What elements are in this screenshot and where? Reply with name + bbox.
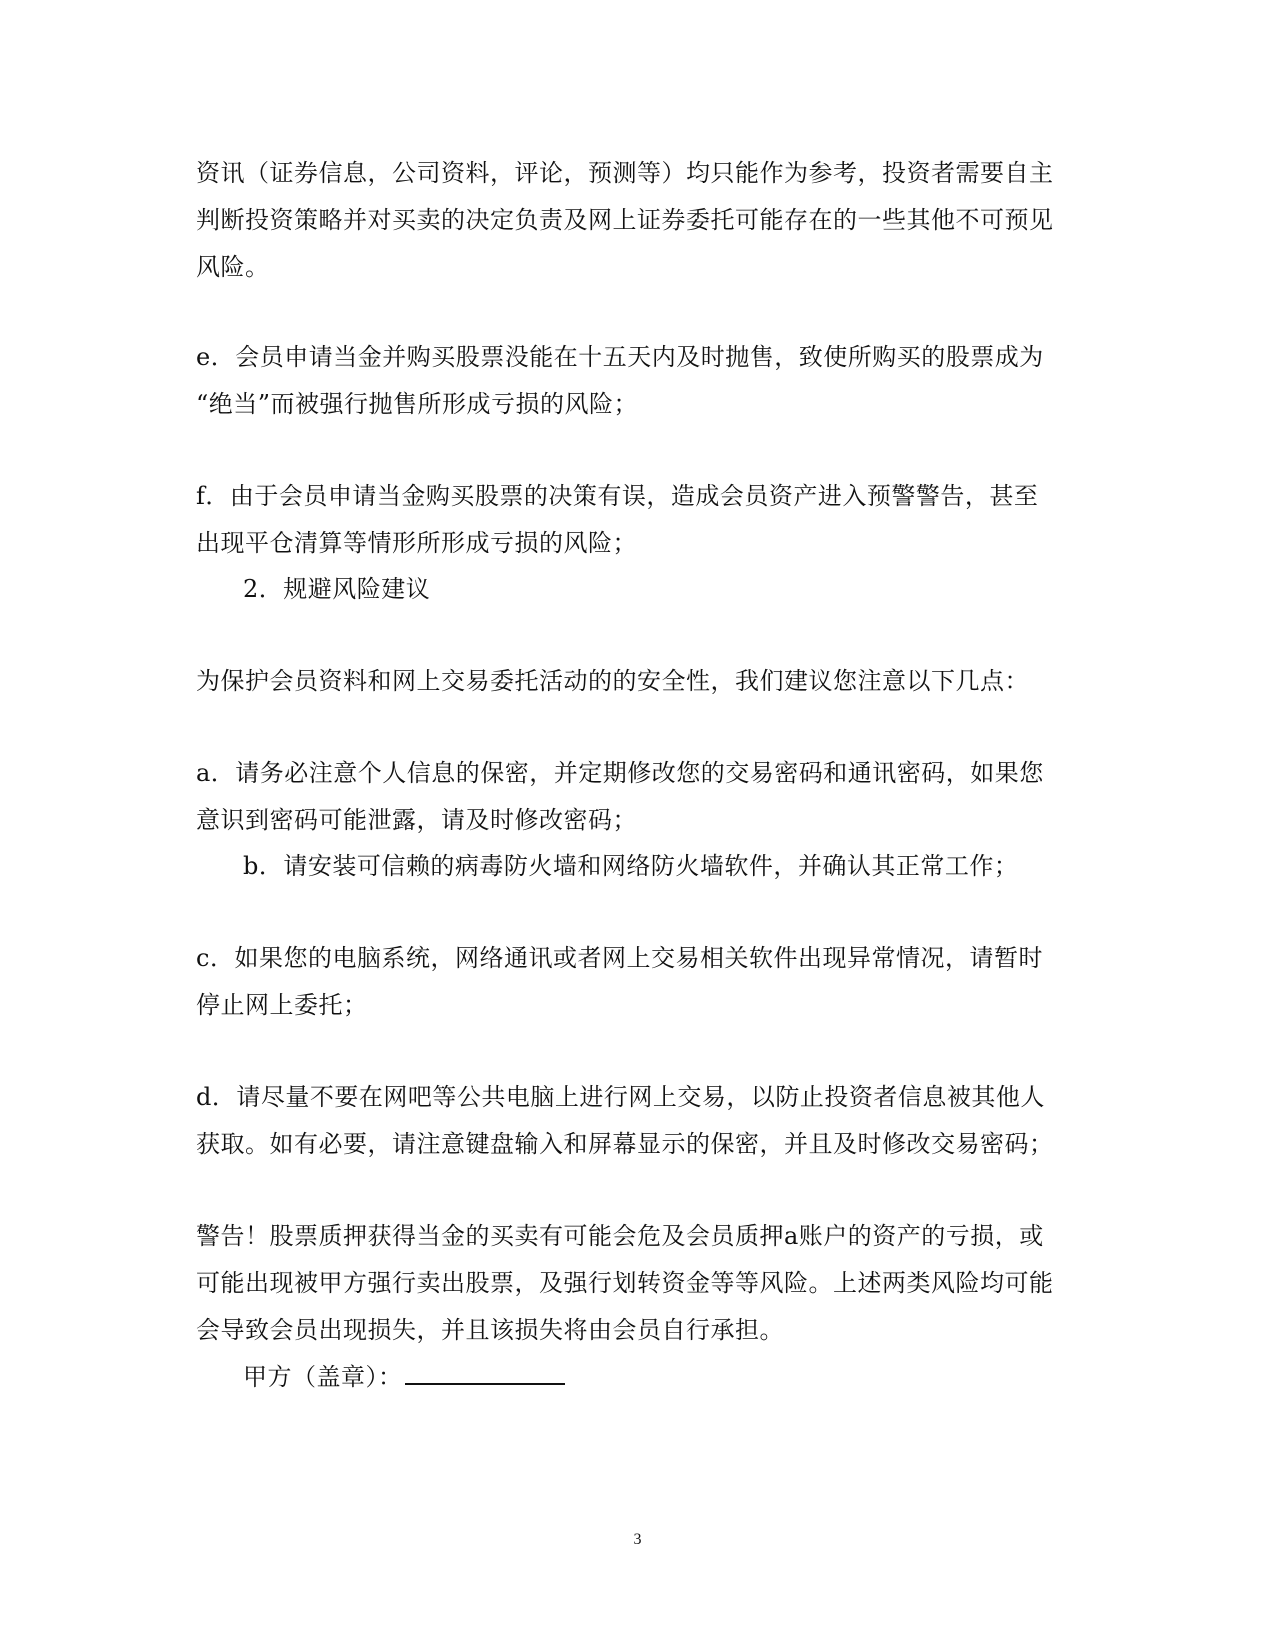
paragraph-line: 会导致会员出现损失，并且该损失将由会员自行承担。 [196, 1316, 784, 1344]
paragraph-line: 判断投资策略并对买卖的决定负责及网上证券委托可能存在的一些其他不可预见 [196, 206, 1054, 234]
paragraph-line: 意识到密码可能泄露，请及时修改密码； [196, 806, 637, 834]
paragraph-line: 资讯（证券信息，公司资料，评论，预测等）均只能作为参考，投资者需要自主 [196, 159, 1054, 187]
paragraph-line: 为保护会员资料和网上交易委托活动的的安全性，我们建议您注意以下几点： [196, 667, 1029, 695]
paragraph-line: 可能出现被甲方强行卖出股票，及强行划转资金等等风险。上述两类风险均可能 [196, 1269, 1054, 1297]
signature-label: 甲方（盖章）： [243, 1363, 403, 1391]
paragraph-line: d．请尽量不要在网吧等公共电脑上进行网上交易，以防止投资者信息被其他人 [196, 1083, 1045, 1111]
paragraph-line: 出现平仓清算等情形所形成亏损的风险； [196, 529, 637, 557]
section-heading: 2．规避风险建议 [243, 575, 431, 603]
paragraph-line: 警告！股票质押获得当金的买卖有可能会危及会员质押a账户的资产的亏损，或 [196, 1222, 1044, 1250]
paragraph-line: “绝当”而被强行抛售所形成亏损的风险； [196, 390, 639, 418]
paragraph-line: a．请务必注意个人信息的保密，并定期修改您的交易密码和通讯密码，如果您 [196, 759, 1044, 787]
signature-line [243, 1361, 565, 1392]
paragraph-line: 获取。如有必要，请注意键盘输入和屏幕显示的保密，并且及时修改交易密码； [196, 1130, 1054, 1158]
page-number: 3 [633, 1531, 642, 1548]
signature-blank [405, 1361, 565, 1385]
paragraph-line: e．会员申请当金并购买股票没能在十五天内及时抛售，致使所购买的股票成为 [196, 343, 1044, 371]
paragraph-line: 停止网上委托； [196, 991, 368, 1019]
paragraph-line: c．如果您的电脑系统，网络通讯或者网上交易相关软件出现异常情况，请暂时 [196, 944, 1043, 972]
paragraph-line: 风险。 [196, 253, 270, 281]
paragraph-line: f．由于会员申请当金购买股票的决策有误，造成会员资产进入预警警告，甚至 [196, 482, 1039, 510]
paragraph-line: b．请安装可信赖的病毒防火墙和网络防火墙软件，并确认其正常工作； [243, 852, 1019, 880]
